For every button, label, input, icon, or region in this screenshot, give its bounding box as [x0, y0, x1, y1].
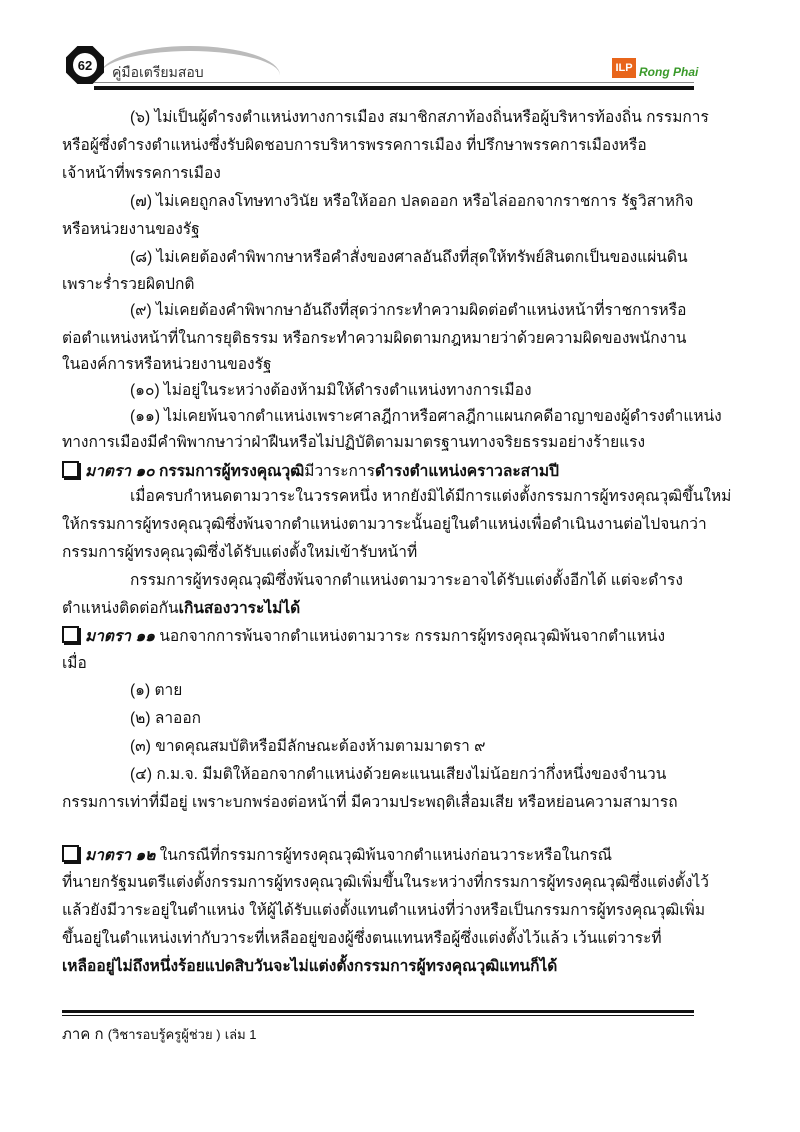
emphasis-text: เกินสองวาระไม่ได้ [178, 600, 301, 617]
section-number: มาตรา ๑๑ [85, 628, 160, 645]
text-line [130, 681, 182, 701]
line-text: (๖) ไม่เป็นผู้ดำรงตำแหน่งทางการเมือง สมาชิกสภาท้องถิ่นหรือผู้บริหารท้องถิ่น กรรมการ [130, 109, 709, 126]
line-text: กรรมการเท่าที่มีอยู่ เพราะบกพร่องต่อหน้าที่ มีความประพฤติเสื่อมเสีย หรือหย่อนความสามารถ [62, 794, 678, 811]
text-line [130, 765, 666, 785]
text-line [130, 248, 688, 268]
section-number: มาตรา ๑๐ [85, 463, 159, 480]
line-text: (๓) ขาดคุณสมบัติหรือมีลักษณะต้องห้ามตามมาตรา ๙ [130, 738, 486, 755]
text-line [62, 957, 557, 977]
emphasis-text: ดำรงตำแหน่งคราวละสามปี [374, 463, 559, 480]
section-heading [62, 461, 559, 482]
line-text: นอกจากการพ้นจากตำแหน่งตามวาระ กรรมการผู้ทรงคุณวุฒิพ้นจากตำแหน่ง [159, 628, 666, 645]
line-text: (๒) ลาออก [130, 710, 202, 727]
footer-rule-thin [62, 1015, 694, 1016]
text-line [62, 543, 417, 563]
line-text: (๘) ไม่เคยต้องคำพิพากษาหรือคำสั่งของศาลอันถึงที่สุดให้ทรัพย์สินตกเป็นของแผ่นดิน [130, 249, 688, 266]
line-text: ในองค์การหรือหน่วยงานของรัฐ [62, 356, 272, 373]
text-line [130, 192, 694, 212]
line-text: ขึ้นอยู่ในตำแหน่งเท่ากับวาระที่เหลืออยู่ของผู้ซึ่งตนแทนหรือผู้ซึ่งแต่งตั้งไว้แล้ว เว้นแต่วาระที่ [62, 930, 662, 947]
logo-mark: ILP [612, 58, 636, 78]
logo-text: Rong Phai [639, 65, 699, 79]
line-text: (๙) ไม่เคยต้องคำพิพากษาอันถึงที่สุดว่ากระทำความผิดต่อตำแหน่งหน้าที่ราชการหรือ [130, 302, 687, 319]
footer-subject: (วิชารอบรู้ครูผู้ช่วย ) [107, 1027, 221, 1042]
line-text: เมื่อครบกำหนดตามวาระในวรรคหนึ่ง หากยังมิได้มีการแต่งตั้งกรรมการผู้ทรงคุณวุฒิขึ้นใหม่ [130, 488, 732, 505]
footer [62, 1022, 257, 1046]
header-rule [94, 86, 694, 90]
text-line [62, 329, 687, 349]
text-line [130, 301, 686, 321]
line-text: เพราะร่ำรวยผิดปกติ [62, 276, 195, 293]
line-text: (๑๐) ไม่อยู่ในระหว่างต้องห้ามมิให้ดำรงตำแหน่งทางการเมือง [130, 382, 532, 399]
page-number: 62 [73, 53, 97, 77]
section-heading [62, 626, 665, 647]
line-text: หรือผู้ซึ่งดำรงตำแหน่งซึ่งรับผิดชอบการบริหารพรรคการเมือง ที่ปรึกษาพรรคการเมืองหรือ [62, 137, 647, 154]
text-line [62, 136, 647, 156]
text-line [62, 220, 200, 240]
checkbox-icon [62, 461, 79, 478]
line-text: (๗) ไม่เคยถูกลงโทษทางวินัย หรือให้ออก ปลดออก หรือไล่ออกจากราชการ รัฐวิสาหกิจ [130, 193, 694, 210]
footer-rule [62, 1010, 694, 1013]
line-text: กรรมการผู้ทรงคุณวุฒิซึ่งได้รับแต่งตั้งใหม่เข้ารับหน้าที่ [62, 544, 418, 561]
text-line [62, 433, 645, 453]
line-text: ตำแหน่งติดต่อกัน [62, 600, 179, 617]
text-line [130, 487, 731, 507]
line-text: หรือหน่วยงานของรัฐ [62, 221, 200, 238]
line-text: แล้วยังมีวาระอยู่ในตำแหน่ง ให้ผู้ได้รับแต่งตั้งแทนตำแหน่งที่ว่างหรือเป็นกรรมการผู้ทรงคุณวุฒิเพิ่ม [62, 902, 706, 919]
text-line [62, 901, 705, 921]
line-text: มีวาระการ [304, 463, 375, 480]
line-text: ทางการเมืองมีคำพิพากษาว่าฝ่าฝืนหรือไม่ปฏิบัติตามมาตรฐานทางจริยธรรมอย่างร้ายแรง [62, 434, 646, 451]
text-line [130, 407, 722, 427]
header-title: คู่มือเตรียมสอบ [112, 64, 204, 80]
line-text: ในกรณีที่กรรมการผู้ทรงคุณวุฒิพ้นจากตำแหน่งก่อนวาระหรือในกรณี [159, 847, 613, 864]
header-rule-thin [94, 82, 694, 83]
line-text: ที่นายกรัฐมนตรีแต่งตั้งกรรมการผู้ทรงคุณวุฒิเพิ่มขึ้นในระหว่างที่กรรมการผู้ทรงคุณวุฒิซึ่งแต่งตั้งไว้ [62, 874, 709, 891]
checkbox-icon [62, 626, 79, 643]
section-number: มาตรา ๑๒ [85, 847, 160, 864]
text-line [62, 599, 300, 619]
emphasis-text: เหลืออยู่ไม่ถึงหนึ่งร้อยแปดสิบวันจะไม่แต่งตั้งกรรมการผู้ทรงคุณวุฒิแทนก็ได้ [62, 958, 558, 975]
text-line [62, 929, 662, 949]
line-text: กรรมการผู้ทรงคุณวุฒิซึ่งพ้นจากตำแหน่งตามวาระอาจได้รับแต่งตั้งอีกได้ แต่จะดำรง [130, 572, 683, 589]
line-text: ให้กรรมการผู้ทรงคุณวุฒิซึ่งพ้นจากตำแหน่งตามวาระนั้นอยู่ในตำแหน่งเพื่อดำเนินงานต่อไปจนกว่า [62, 516, 707, 533]
text-line [62, 515, 707, 535]
text-line [130, 108, 709, 128]
text-line [130, 571, 683, 591]
publisher-logo [612, 58, 698, 78]
text-line [62, 164, 221, 184]
footer-volume: เล่ม 1 [224, 1027, 257, 1042]
footer-part: ภาค ก [62, 1026, 104, 1043]
checkbox-icon [62, 845, 79, 862]
line-text: (๔) ก.ม.จ. มีมติให้ออกจากตำแหน่งด้วยคะแนนเสียงไม่น้อยกว่ากึ่งหนึ่งของจำนวน [130, 766, 667, 783]
text-line [62, 873, 709, 893]
text-line [62, 275, 194, 295]
section-heading [62, 845, 612, 866]
text-line [62, 654, 87, 674]
text-line [62, 793, 678, 813]
text-line [62, 355, 272, 375]
text-line [130, 709, 201, 729]
text-line [130, 381, 532, 401]
emphasis-text: กรรมการผู้ทรงคุณวุฒิ [158, 463, 305, 480]
text-line [130, 737, 486, 757]
line-text: ต่อตำแหน่งหน้าที่ในการยุติธรรม หรือกระทำความผิดตามกฎหมายว่าด้วยความผิดของพนักงาน [62, 330, 687, 347]
line-text: เจ้าหน้าที่พรรคการเมือง [62, 165, 221, 182]
line-text: (๑๑) ไม่เคยพ้นจากตำแหน่งเพราะศาลฎีกาหรือศาลฎีกาแผนกคดีอาญาของผู้ดำรงตำแหน่ง [130, 408, 722, 425]
line-text: (๑) ตาย [130, 682, 183, 699]
line-text: เมื่อ [62, 655, 87, 672]
